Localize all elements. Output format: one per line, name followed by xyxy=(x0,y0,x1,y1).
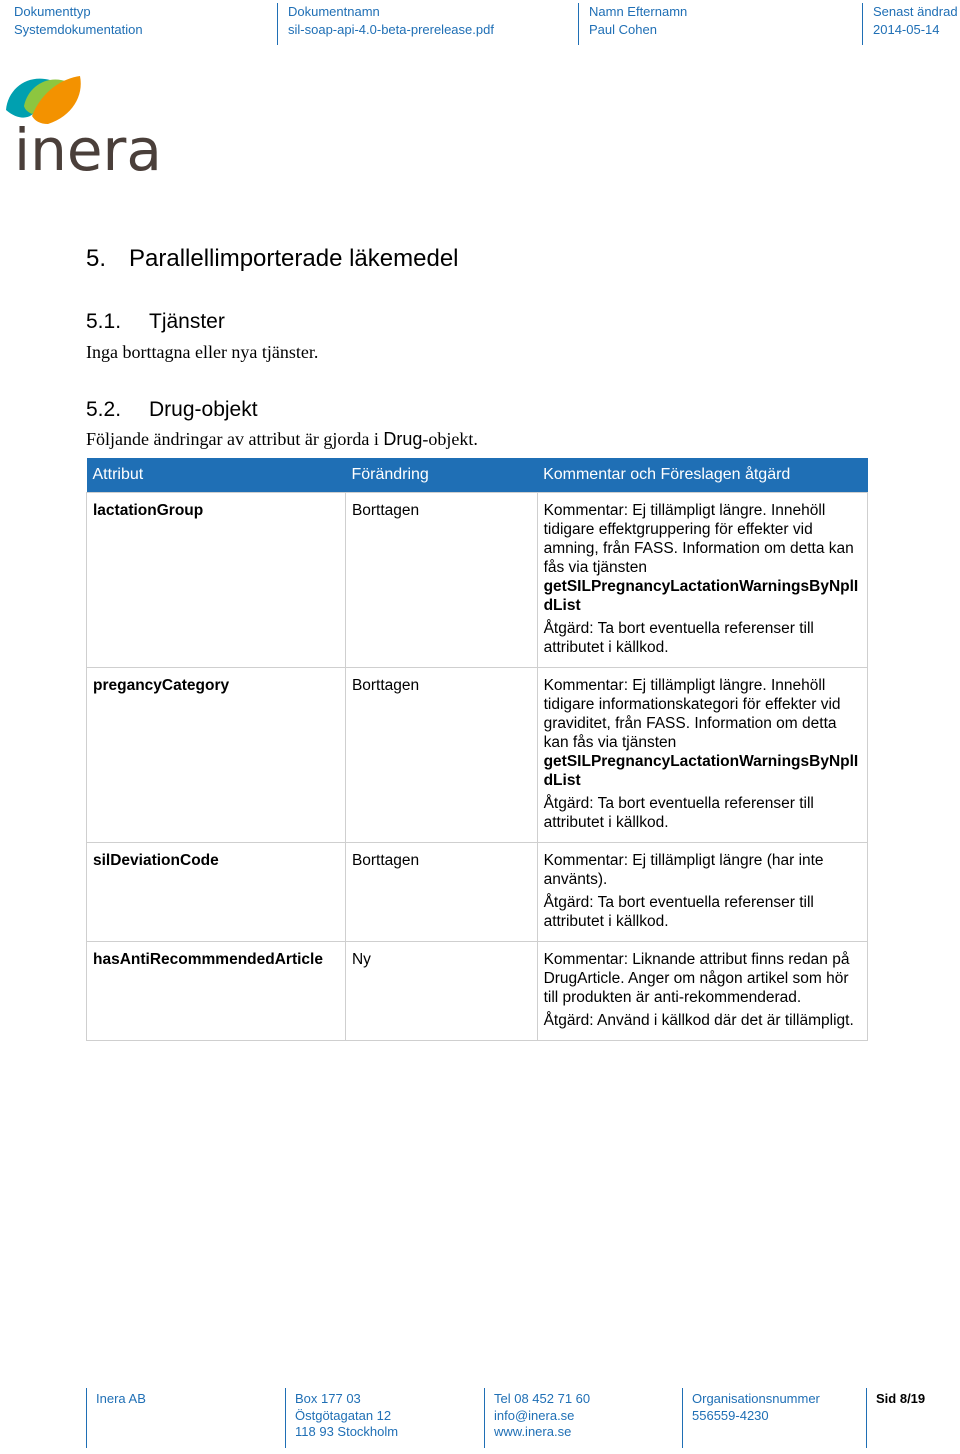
table-row xyxy=(87,667,868,842)
page-number: Sid 8/19 xyxy=(876,1391,926,1406)
section-title: Parallellimporterade läkemedel xyxy=(129,245,459,272)
footer-org xyxy=(682,1388,865,1448)
last-changed-label: Senast ändrad xyxy=(873,4,958,19)
section-number: 5. xyxy=(86,245,107,272)
cell-comment xyxy=(537,842,867,941)
inera-logo xyxy=(2,70,167,180)
cell-attribute: pregancyCategory xyxy=(87,667,346,842)
header-doc-type xyxy=(4,3,276,45)
subsection-2-number: 5.2. xyxy=(86,398,122,421)
footer-company xyxy=(86,1388,284,1448)
footer-org-number: 556559-4230 xyxy=(692,1407,769,1423)
comment-text: Kommentar: Ej tillämpligt längre (har inte använts). xyxy=(543,851,824,888)
cell-change: Borttagen xyxy=(345,492,537,667)
action-text: Åtgärd: Ta bort eventuella referenser till attributet i källkod. xyxy=(543,794,814,831)
action-text: Åtgärd: Ta bort eventuella referenser till attributet i källkod. xyxy=(543,619,814,656)
doc-type-value: Systemdokumentation xyxy=(14,22,143,37)
table-header-row xyxy=(87,458,868,492)
author-label: Namn Efternamn xyxy=(589,4,688,19)
footer-org-label: Organisationsnummer xyxy=(692,1391,820,1406)
subsection-2-title: Drug-objekt xyxy=(149,398,258,421)
table-row xyxy=(87,941,868,1040)
footer-street: Östgötagatan 12 xyxy=(295,1407,392,1423)
footer-contact xyxy=(484,1388,682,1448)
document-header xyxy=(0,0,960,48)
subsection-2-heading xyxy=(86,397,258,423)
subsection-1-heading xyxy=(86,309,225,335)
subsection-1-number: 5.1. xyxy=(86,310,122,333)
footer-phone: Tel 08 452 71 60 xyxy=(494,1391,591,1406)
cell-change: Ny xyxy=(345,941,537,1040)
table-row xyxy=(87,842,868,941)
col-header-attribute: Attribut xyxy=(87,458,346,492)
doc-type-label: Dokumenttyp xyxy=(14,4,91,19)
subsection-2-body xyxy=(86,428,478,450)
header-last-changed xyxy=(862,3,960,45)
doc-name-label: Dokumentnamn xyxy=(288,4,380,19)
service-method-name: getSILPregnancyLactationWarningsByNplIdList xyxy=(543,752,859,789)
section-heading xyxy=(86,244,459,274)
subsection-1-body: Inga borttagna eller nya tjänster. xyxy=(86,342,319,362)
cell-comment xyxy=(537,941,867,1040)
col-header-change: Förändring xyxy=(345,458,537,492)
cell-attribute: hasAntiRecommmendedArticle xyxy=(87,941,346,1040)
header-author xyxy=(578,3,861,45)
attribute-changes-table xyxy=(86,458,868,1041)
comment-text: Kommentar: Ej tillämpligt längre. Innehöll tidigare effektgruppering för effekter vid amning, från FASS. Information om detta kan fås via tjänsten xyxy=(543,501,854,576)
cell-attribute: silDeviationCode xyxy=(87,842,346,941)
document-footer xyxy=(0,1388,960,1448)
action-text: Åtgärd: Använd i källkod där det är tillämpligt. xyxy=(543,1011,854,1029)
body-suffix: -objekt. xyxy=(422,429,478,449)
footer-address xyxy=(285,1388,483,1448)
logo-wordmark: inera xyxy=(14,116,162,180)
col-header-comment: Kommentar och Föreslagen åtgärd xyxy=(537,458,867,492)
footer-website[interactable]: www.inera.se xyxy=(494,1424,572,1439)
inera-logo-mark xyxy=(2,70,167,180)
comment-text: Kommentar: Ej tillämpligt längre. Innehöll tidigare informationskategori för effekter vid graviditet, från FASS. Information om detta kan fås via tjänsten xyxy=(543,676,841,751)
header-doc-name xyxy=(277,3,577,45)
comment-text: Kommentar: Liknande attribut finns redan på DrugArticle. Anger om någon artikel som hör till produkten är anti-rekommenderad. xyxy=(543,950,850,1006)
last-changed-value: 2014-05-14 xyxy=(873,22,940,37)
cell-change: Borttagen xyxy=(345,842,537,941)
footer-city: 118 93 Stockholm xyxy=(295,1424,399,1439)
action-text: Åtgärd: Ta bort eventuella referenser till attributet i källkod. xyxy=(543,893,814,930)
author-value: Paul Cohen xyxy=(589,22,657,37)
table-row xyxy=(87,492,868,667)
footer-email[interactable]: info@inera.se xyxy=(494,1407,575,1423)
cell-comment xyxy=(537,492,867,667)
service-method-name: getSILPregnancyLactationWarningsByNplIdList xyxy=(543,577,859,614)
cell-comment xyxy=(537,667,867,842)
footer-box: Box 177 03 xyxy=(295,1391,361,1406)
body-bold-drug: Drug xyxy=(383,429,423,449)
footer-company-name: Inera AB xyxy=(96,1391,146,1406)
subsection-1-title: Tjänster xyxy=(149,310,225,333)
footer-page xyxy=(866,1388,960,1448)
doc-name-value: sil-soap-api-4.0-beta-prerelease.pdf xyxy=(288,22,494,37)
cell-change: Borttagen xyxy=(345,667,537,842)
body-prefix: Följande ändringar av attribut är gjorda i xyxy=(86,429,384,449)
cell-attribute: lactationGroup xyxy=(87,492,346,667)
